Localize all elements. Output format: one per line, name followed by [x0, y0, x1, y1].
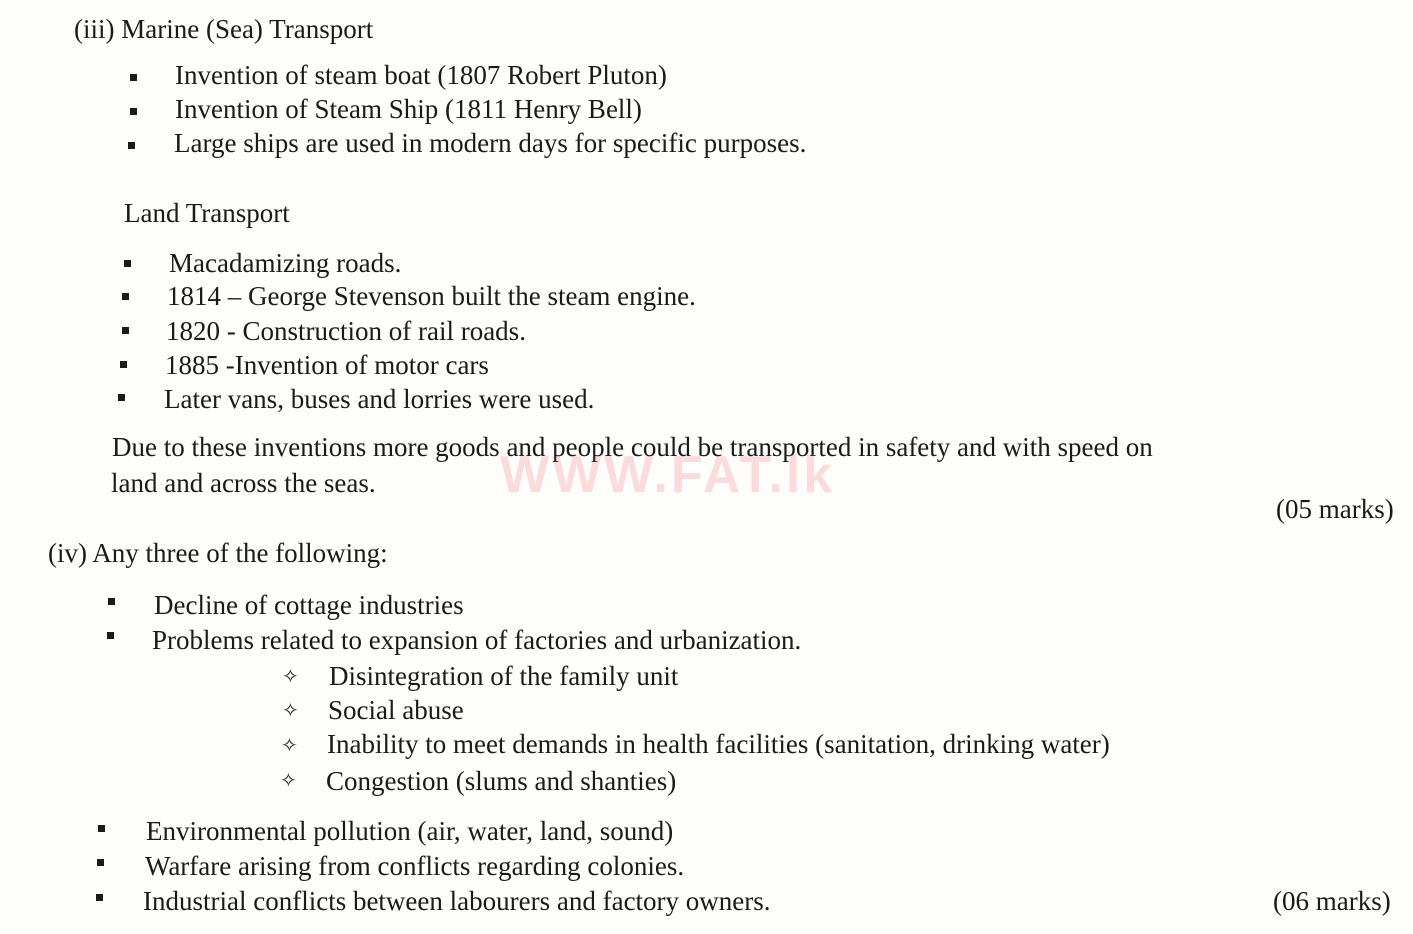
- diamond-star-bullet-icon: ✧: [282, 664, 299, 688]
- bullet-square-icon: [130, 74, 137, 81]
- list-item: Warfare arising from conflicts regarding colonies.: [145, 851, 685, 881]
- list-item: Decline of cottage industries: [154, 590, 464, 620]
- bullet-square-icon: [122, 327, 129, 334]
- land-transport-heading: Land Transport: [124, 198, 290, 228]
- conclusion-line: Due to these inventions more goods and people could be transported in safety and with speed on: [112, 432, 1153, 462]
- conclusion-line: land and across the seas.: [111, 468, 376, 498]
- marine-item: Large ships are used in modern days for specific purposes.: [174, 128, 807, 158]
- sub-list-item: Social abuse: [328, 695, 464, 725]
- bullet-square-icon: [124, 260, 131, 267]
- bullet-square-icon: [97, 859, 104, 866]
- list-item: Problems related to expansion of factories and urbanization.: [152, 625, 802, 655]
- bullet-square-icon: [118, 394, 125, 401]
- diamond-star-bullet-icon: ✧: [281, 733, 298, 757]
- land-item: 1820 - Construction of rail roads.: [166, 316, 526, 346]
- marine-item: Invention of steam boat (1807 Robert Pluton): [175, 60, 667, 90]
- land-item: 1814 – George Stevenson built the steam engine.: [167, 281, 696, 311]
- sub-list-item: Disintegration of the family unit: [329, 661, 679, 691]
- bullet-square-icon: [107, 632, 114, 639]
- diamond-star-bullet-icon: ✧: [282, 698, 299, 722]
- land-item: Later vans, buses and lorries were used.: [164, 384, 595, 414]
- marks-label: (05 marks): [1276, 494, 1394, 524]
- watermark-text: WWW.FAT.lk: [500, 446, 836, 504]
- list-item: Industrial conflicts between labourers and factory owners.: [143, 886, 771, 916]
- bullet-square-icon: [122, 293, 129, 300]
- bullet-square-icon: [130, 108, 137, 115]
- section-iii-heading: (iii) Marine (Sea) Transport: [74, 14, 374, 44]
- list-item: Environmental pollution (air, water, land, sound): [146, 816, 674, 846]
- marks-label: (06 marks): [1273, 886, 1391, 916]
- land-item: 1885 -Invention of motor cars: [165, 350, 489, 380]
- marine-item: Invention of Steam Ship (1811 Henry Bell): [175, 94, 642, 124]
- bullet-square-icon: [96, 894, 103, 901]
- bullet-square-icon: [98, 825, 105, 832]
- bullet-square-icon: [128, 142, 135, 149]
- bullet-square-icon: [108, 598, 115, 605]
- bullet-square-icon: [120, 361, 127, 368]
- sub-list-item: Congestion (slums and shanties): [326, 766, 677, 796]
- section-iv-heading: (iv) Any three of the following:: [48, 538, 388, 568]
- diamond-star-bullet-icon: ✧: [280, 768, 297, 792]
- land-item: Macadamizing roads.: [169, 248, 402, 278]
- sub-list-item: Inability to meet demands in health facilities (sanitation, drinking water): [327, 729, 1110, 759]
